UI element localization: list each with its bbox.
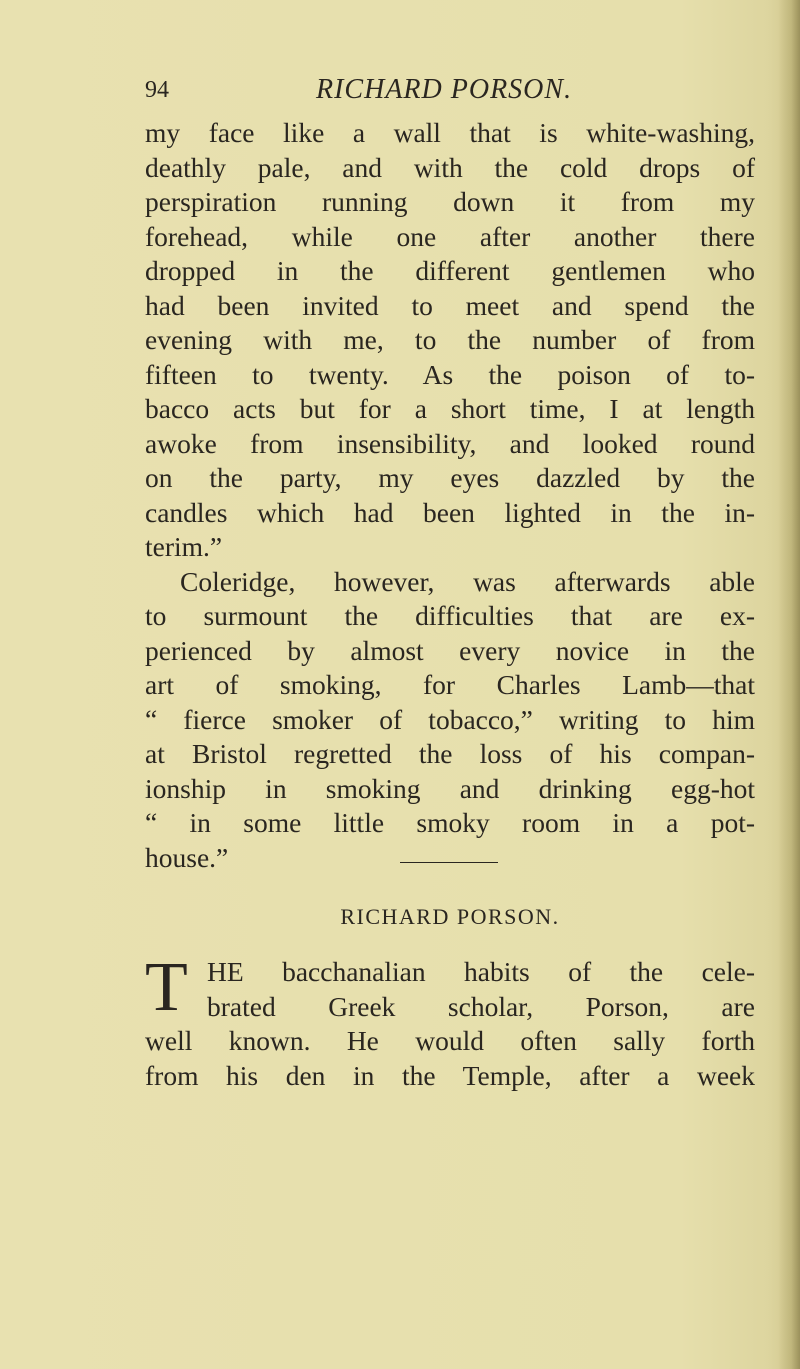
page-header xyxy=(145,70,755,110)
text-line: to surmount the difficulties that are ex- xyxy=(145,600,755,631)
text-line: house.” xyxy=(145,841,229,873)
text-line: had been invited to meet and spend the xyxy=(145,289,755,321)
text-line: candles which had been lighted in the in- xyxy=(145,496,755,528)
page-edge-shadow xyxy=(778,0,800,1369)
text-line: perienced by almost every novice in the xyxy=(145,634,755,666)
page-number: 94 xyxy=(145,77,169,103)
section-heading: RICHARD PORSON. xyxy=(340,904,560,929)
text-line: dropped in the different gentlemen who xyxy=(145,255,755,286)
section-divider xyxy=(400,862,498,863)
text-line: bacco acts but for a short time, I at length xyxy=(145,393,755,424)
section-paragraph xyxy=(145,949,755,1093)
text-line: HE bacchanalian habits of the cele- xyxy=(207,956,755,987)
text-line: at Bristol regretted the loss of his compan- xyxy=(145,738,755,769)
text-line: “ in some little smoky room in a pot- xyxy=(145,807,755,838)
text-line: evening with me, to the number of from xyxy=(145,324,755,355)
text-line: perspiration running down it from my xyxy=(145,186,755,217)
text-line: well known. He would often sally forth xyxy=(145,1025,755,1056)
running-title: RICHARD PORSON. xyxy=(316,74,573,105)
text-line: fifteen to twenty. As the poison of to- xyxy=(145,358,755,390)
text-line: awoke from insensibility, and looked round xyxy=(145,427,755,459)
text-line: terim.” xyxy=(145,531,223,562)
text-line: deathly pale, and with the cold drops of xyxy=(145,151,755,183)
text-line: ionship in smoking and drinking egg-hot xyxy=(145,772,755,804)
text-line: art of smoking, for Charles Lamb—that xyxy=(145,669,755,700)
text-line: Coleridge, however, was afterwards able xyxy=(180,565,755,597)
text-line: my face like a wall that is white-washing, xyxy=(145,117,755,148)
text-line: on the party, my eyes dazzled by the xyxy=(145,462,755,493)
text-line: “ fierce smoker of tobacco,” writing to him xyxy=(145,703,755,735)
text-line: forehead, while one after another there xyxy=(145,220,755,252)
text-line: brated Greek scholar, Porson, are xyxy=(207,990,755,1022)
body-paragraphs xyxy=(145,116,755,875)
text-line: from his den in the Temple, after a week xyxy=(145,1059,755,1091)
drop-cap: T xyxy=(145,949,188,1026)
